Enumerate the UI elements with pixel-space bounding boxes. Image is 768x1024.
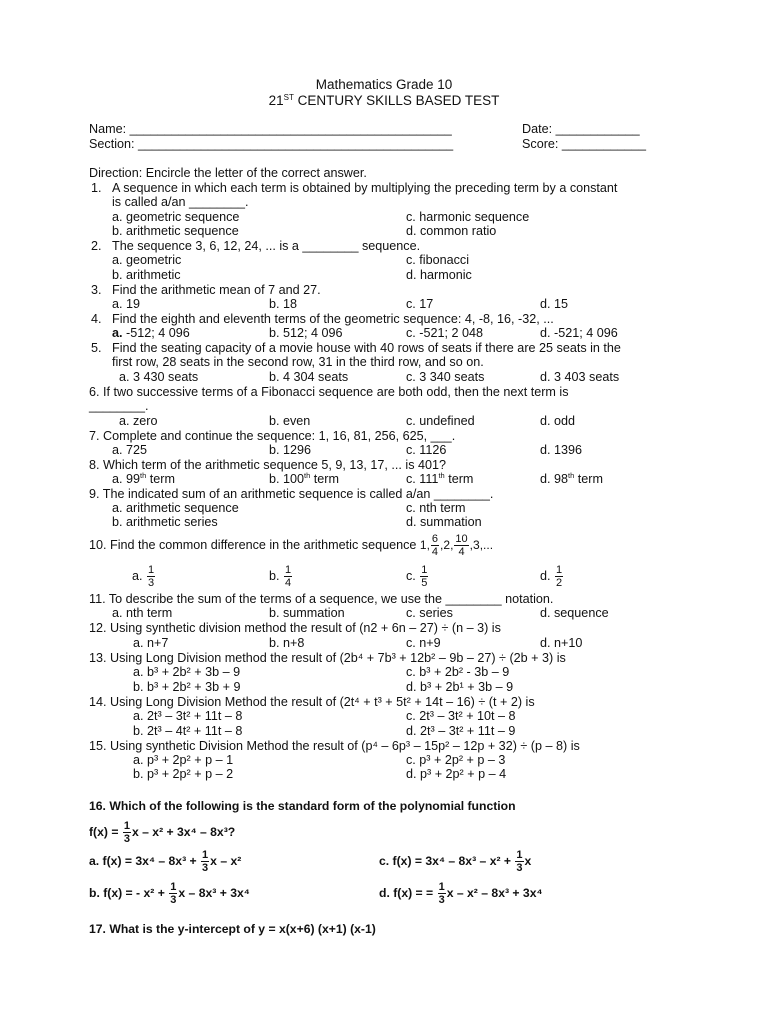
q16-choice-a[interactable]: a. f(x) = 3x⁴ – 8x³ + $\frac{1}{3}$ x – x²	[89, 849, 242, 875]
q14-choice-d[interactable]: d. 2t³ – 3t² + 11t – 9	[406, 724, 516, 738]
q2-choice-d[interactable]: d. harmonic	[406, 268, 472, 282]
q16-choice-b[interactable]: b. f(x) = - x² + $\frac{1}{3}$ x – 8x³ + 3x⁴	[89, 881, 250, 907]
q15-choice-b[interactable]: b. p³ + 2p² + p – 2	[133, 767, 234, 781]
q13-choice-b[interactable]: b. b³ + 2b² + 3b + 9	[133, 680, 241, 694]
q4-choice-a-letter: a.	[112, 326, 123, 340]
q15-choice-a[interactable]: a. p³ + 2p² + p – 1	[133, 753, 234, 767]
q15-choice-d[interactable]: d. p³ + 2p² + p – 4	[406, 767, 507, 781]
q10-text: 10. Find the common difference in the arithmetic sequence 1, $\frac{6}{4}$ ,2, $\frac{10}{4}$ ,3,...	[89, 533, 494, 559]
score-field[interactable]: Score: ____________	[522, 137, 646, 151]
q11-choice-b[interactable]: b. summation	[269, 606, 345, 620]
q4-choice-c[interactable]: c. -521; 2 048	[406, 326, 484, 340]
q11-choice-c[interactable]: c. series	[406, 606, 453, 620]
q2-text: The sequence 3, 6, 12, 24, ... is a ________ sequence.	[112, 239, 421, 253]
q1-text: A sequence in which each term is obtained by multiplying the preceding term by a constant	[112, 181, 618, 195]
q1-choice-b[interactable]: b. arithmetic sequence	[112, 224, 239, 238]
q2-choice-a[interactable]: a. geometric	[112, 253, 182, 267]
q4-choice-a[interactable]: a. -512; 4 096	[112, 326, 190, 340]
q14-choice-c[interactable]: c. 2t³ – 3t² + 10t – 8	[406, 709, 516, 723]
q12-text: 12. Using synthetic division method the result of (n2 + 6n – 27) ÷ (n – 3) is	[89, 621, 501, 635]
q14-choice-b[interactable]: b. 2t³ – 4t² + 11t – 8	[133, 724, 243, 738]
q6-choice-c[interactable]: c. undefined	[406, 414, 475, 428]
q3-choice-d[interactable]: d. 15	[540, 297, 569, 311]
q13-choice-a[interactable]: a. b³ + 2b² + 3b – 9	[133, 665, 241, 679]
q3-text: Find the arithmetic mean of 7 and 27.	[112, 283, 321, 297]
q2-choice-c[interactable]: c. fibonacci	[406, 253, 469, 267]
q5-choice-b[interactable]: b. 4 304 seats	[269, 370, 349, 384]
q12-choice-a[interactable]: a. n+7	[133, 636, 169, 650]
q11-choice-a[interactable]: a. nth term	[112, 606, 173, 620]
q12-choice-b[interactable]: b. n+8	[269, 636, 305, 650]
q9-choice-c[interactable]: c. nth term	[406, 501, 466, 515]
q3-choice-a[interactable]: a. 19	[112, 297, 141, 311]
q7-choice-d[interactable]: d. 1396	[540, 443, 583, 457]
q5-choice-d[interactable]: d. 3 403 seats	[540, 370, 620, 384]
q16-choice-c[interactable]: c. f(x) = 3x⁴ – 8x³ – x² + $\frac{1}{3}$ x	[379, 849, 532, 875]
q7-choice-a[interactable]: a. 725	[112, 443, 148, 457]
direction-text: Direction: Encircle the letter of the correct answer.	[89, 166, 367, 180]
q1-text-cont: is called a/an ________.	[112, 195, 249, 209]
q7-text: 7. Complete and continue the sequence: 1, 16, 81, 256, 625, ___.	[89, 429, 456, 443]
q4-text: Find the eighth and eleventh terms of the geometric sequence: 4, -8, 16, -32, ...	[112, 312, 554, 326]
q6-choice-b[interactable]: b. even	[269, 414, 311, 428]
q8-text: 8. Which term of the arithmetic sequence 5, 9, 13, 17, ... is 401?	[89, 458, 447, 472]
q5-number: 5.	[91, 341, 102, 355]
q16-text: 16. Which of the following is the standard form of the polynomial function	[89, 799, 516, 813]
q3-choice-c[interactable]: c. 17	[406, 297, 434, 311]
q6-text: 6. If two successive terms of a Fibonacci sequence are both odd, then the next term is	[89, 385, 569, 399]
q4-choice-b[interactable]: b. 512; 4 096	[269, 326, 343, 340]
q9-text: 9. The indicated sum of an arithmetic sequence is called a/an ________.	[89, 487, 494, 501]
q8-choice-d[interactable]: d. 98th term	[540, 471, 603, 486]
q3-number: 3.	[91, 283, 102, 297]
q14-choice-a[interactable]: a. 2t³ – 3t² + 11t – 8	[133, 709, 243, 723]
q5-choice-a[interactable]: a. 3 430 seats	[119, 370, 199, 384]
q7-choice-b[interactable]: b. 1296	[269, 443, 312, 457]
q1-number: 1.	[91, 181, 102, 195]
q11-choice-d[interactable]: d. sequence	[540, 606, 609, 620]
q9-choice-d[interactable]: d. summation	[406, 515, 482, 529]
q4-choice-d[interactable]: d. -521; 4 096	[540, 326, 618, 340]
q5-text: Find the seating capacity of a movie house with 40 rows of seats if there are 25 seats in the	[112, 341, 621, 355]
q2-number: 2.	[91, 239, 102, 253]
q4-number: 4.	[91, 312, 102, 326]
q12-choice-d[interactable]: d. n+10	[540, 636, 583, 650]
name-field[interactable]: Name: ______________________________________________	[89, 122, 452, 136]
q16-choice-d[interactable]: d. f(x) = = $\frac{1}{3}$ x – x² – 8x³ + 3x⁴	[379, 881, 543, 907]
q6-choice-d[interactable]: d. odd	[540, 414, 576, 428]
q13-choice-c[interactable]: c. b³ + 2b² - 3b – 9	[406, 665, 510, 679]
q16-function: f(x) = $\frac{1}{3}$ x – x² + 3x⁴ – 8x³?	[89, 820, 236, 846]
q5-text-cont: first row, 28 seats in the second row, 31 in the third row, and so on.	[112, 355, 484, 369]
q9-choice-b[interactable]: b. arithmetic series	[112, 515, 218, 529]
q9-choice-a[interactable]: a. arithmetic sequence	[112, 501, 239, 515]
q12-choice-c[interactable]: c. n+9	[406, 636, 441, 650]
q1-choice-a[interactable]: a. geometric sequence	[112, 210, 240, 224]
q10-choice-c[interactable]: c. $\frac{1}{5}$	[406, 564, 428, 590]
q13-choice-d[interactable]: d. b³ + 2b¹ + 3b – 9	[406, 680, 514, 694]
q1-choice-d[interactable]: d. common ratio	[406, 224, 497, 238]
q8-choice-b[interactable]: b. 100th term	[269, 471, 339, 486]
q7-choice-c[interactable]: c. 1126	[406, 443, 447, 457]
q6-choice-a[interactable]: a. zero	[119, 414, 158, 428]
q10-choice-b[interactable]: b. $\frac{1}{4}$	[269, 564, 292, 590]
date-field[interactable]: Date: ____________	[522, 122, 640, 136]
q8-choice-c[interactable]: c. 111th term	[406, 471, 474, 486]
page-subtitle: 21ST CENTURY SKILLS BASED TEST	[268, 93, 500, 108]
q14-text: 14. Using Long Division Method the result of (2t⁴ + t³ + 5t² + 14t – 16) ÷ (t + 2) is	[89, 695, 535, 709]
q2-choice-b[interactable]: b. arithmetic	[112, 268, 181, 282]
page-title: Mathematics Grade 10	[315, 77, 453, 92]
q17-text: 17. What is the y-intercept of y = x(x+6) (x+1) (x-1)	[89, 922, 376, 936]
q10-choice-a[interactable]: a. $\frac{1}{3}$	[132, 564, 155, 590]
q15-text: 15. Using synthetic Division Method the result of (p⁴ – 6p³ – 15p² – 12p + 32) ÷ (p – 8) is	[89, 739, 580, 753]
section-field[interactable]: Section: _____________________________________________	[89, 137, 454, 151]
q3-choice-b[interactable]: b. 18	[269, 297, 298, 311]
q13-text: 13. Using Long Division method the result of (2b⁴ + 7b³ + 12b² – 9b – 27) ÷ (2b + 3) is	[89, 651, 566, 665]
q8-choice-a[interactable]: a. 99th term	[112, 471, 175, 486]
q10-choice-d[interactable]: d. $\frac{1}{2}$	[540, 564, 563, 590]
q15-choice-c[interactable]: c. p³ + 2p² + p – 3	[406, 753, 506, 767]
q11-text: 11. To describe the sum of the terms of a sequence, we use the ________ notation.	[89, 592, 554, 606]
q5-choice-c[interactable]: c. 3 340 seats	[406, 370, 485, 384]
q6-text-cont: ________.	[89, 399, 149, 413]
q1-choice-c[interactable]: c. harmonic sequence	[406, 210, 530, 224]
